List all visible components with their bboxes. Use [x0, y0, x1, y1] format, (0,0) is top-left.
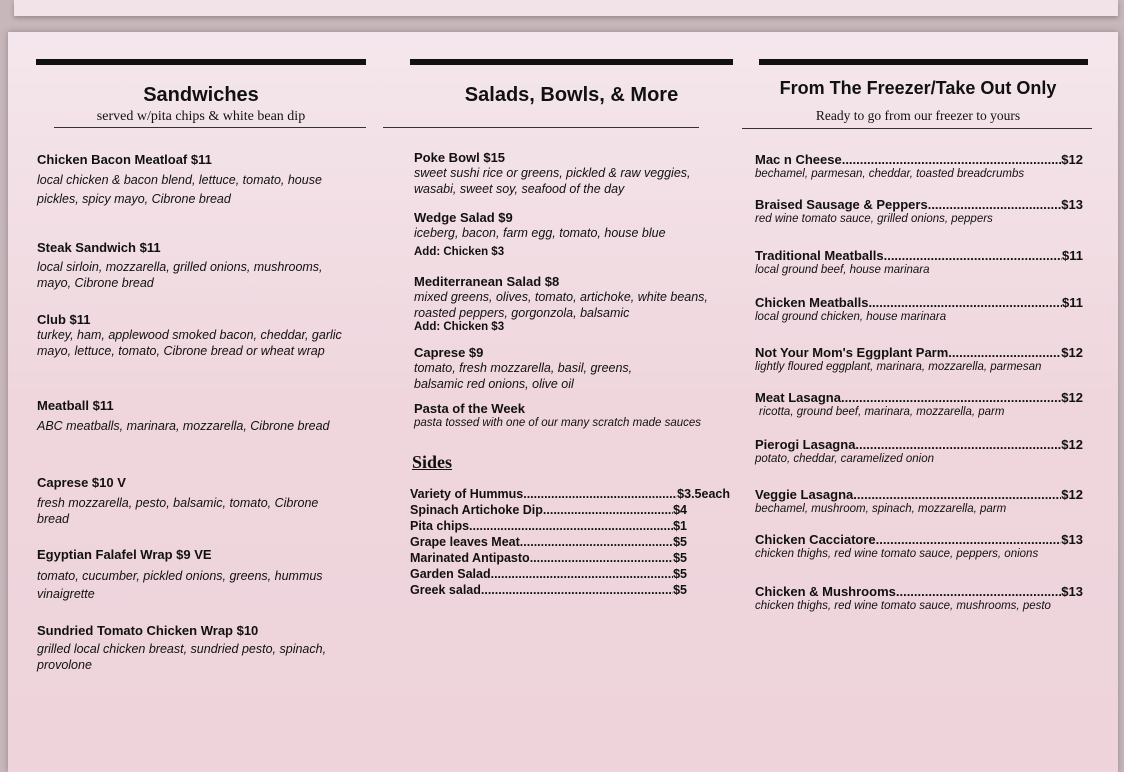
freezer-name: Chicken Cacciatore — [755, 532, 876, 547]
sandwich-name: Caprese $10 V — [37, 475, 126, 490]
freezer-desc: local ground beef, house marinara — [755, 264, 930, 276]
sandwich-name: Club $11 — [37, 312, 91, 327]
salads-header-bar — [410, 59, 733, 65]
freezer-desc: ricotta, ground beef, marinara, mozzarella, parm — [759, 406, 1005, 418]
side-price: $5 — [673, 551, 687, 565]
freezer-underline — [742, 128, 1092, 129]
freezer-price: $13 — [1061, 584, 1083, 599]
side-name: Garden Salad — [410, 567, 491, 581]
menu-page — [8, 32, 1118, 772]
freezer-desc: chicken thighs, red wine tomato sauce, mushrooms, pesto — [755, 600, 1051, 612]
leader-dots — [896, 584, 1061, 599]
salad-desc: sweet sushi rice or greens, pickled & raw veggies, wasabi, sweet soy, seafood of the day — [414, 166, 691, 196]
leader-dots — [842, 152, 1062, 167]
side-row — [410, 534, 687, 550]
freezer-name: Traditional Meatballs — [755, 248, 884, 263]
side-name: Greek salad — [410, 583, 481, 597]
freezer-item — [755, 390, 1083, 419]
freezer-desc: chicken thighs, red wine tomato sauce, peppers, onions — [755, 548, 1039, 560]
sandwich-desc: fresh mozzarella, pesto, balsamic, tomato, Cibrone bread — [37, 496, 319, 526]
salad-name: Mediterranean Salad $8 — [414, 274, 560, 289]
leader-dots — [491, 566, 674, 582]
salad-addon: Add: Chicken $3 — [414, 246, 505, 258]
side-row — [410, 550, 687, 566]
freezer-item — [755, 437, 1083, 466]
salad-item — [414, 210, 732, 258]
sandwich-desc: ABC meatballs, marinara, mozzarella, Cibrone bread — [37, 419, 330, 433]
side-row — [410, 518, 687, 534]
sandwich-item — [37, 312, 355, 359]
side-price: $5 — [673, 535, 687, 549]
leader-dots — [853, 487, 1061, 502]
freezer-title: From The Freezer/Take Out Only — [779, 78, 1057, 98]
freezer-price: $11 — [1062, 248, 1083, 263]
salads-title: Salads, Bowls, & More — [464, 84, 679, 106]
freezer-name: Chicken & Mushrooms — [755, 584, 896, 599]
side-row — [410, 486, 730, 502]
previous-page-edge — [14, 0, 1118, 16]
freezer-name: Pierogi Lasagna — [755, 437, 856, 452]
leader-dots — [523, 486, 677, 502]
salads-underline — [383, 127, 699, 128]
freezer-desc: potato, cheddar, caramelized onion — [755, 453, 935, 465]
leader-dots — [928, 197, 1062, 212]
freezer-name: Veggie Lasagna — [755, 487, 854, 502]
sandwiches-subtitle: served w/pita chips & white bean dip — [96, 109, 306, 124]
salad-addon: Add: Chicken $3 — [414, 321, 505, 333]
salad-item — [414, 274, 714, 333]
freezer-price: $12 — [1061, 437, 1083, 452]
sandwich-name: Egyptian Falafel Wrap $9 VE — [37, 547, 212, 562]
freezer-desc: lightly floured eggplant, marinara, mozzarella, parmesan — [755, 361, 1042, 373]
freezer-item — [755, 295, 1083, 324]
sides-title: Sides — [412, 452, 453, 472]
sandwich-item — [37, 623, 327, 673]
leader-dots — [481, 582, 673, 598]
freezer-price: $12 — [1061, 390, 1083, 405]
freezer-name: Chicken Meatballs — [755, 295, 869, 310]
freezer-desc: bechamel, parmesan, cheddar, toasted breadcrumbs — [755, 168, 1025, 180]
freezer-price: $11 — [1062, 295, 1083, 310]
freezer-price: $12 — [1061, 487, 1083, 502]
side-row — [410, 582, 687, 598]
freezer-item — [755, 248, 1083, 277]
freezer-subtitle: Ready to go from our freezer to yours — [815, 108, 1021, 123]
sandwich-desc: local chicken & bacon blend, lettuce, tomato, house pickles, spicy mayo, Cibrone bread — [37, 173, 322, 206]
freezer-item — [755, 152, 1083, 181]
freezer-price: $12 — [1061, 152, 1083, 167]
sandwich-item — [37, 152, 327, 209]
side-row — [410, 566, 687, 582]
sandwich-desc: local sirloin, mozzarella, grilled onions, mushrooms, mayo, Cibrone bread — [37, 260, 323, 290]
sandwich-desc: turkey, ham, applewood smoked bacon, cheddar, garlic mayo, lettuce, tomato, Cibrone bread or wheat wrap — [37, 328, 342, 358]
freezer-name: Mac n Cheese — [755, 152, 842, 167]
freezer-name: Braised Sausage & Peppers — [755, 197, 928, 212]
freezer-item — [755, 197, 1083, 226]
sandwich-desc: tomato, cucumber, pickled onions, greens, hummus vinaigrette — [37, 569, 323, 601]
sandwich-item — [37, 240, 327, 291]
freezer-price: $13 — [1061, 197, 1083, 212]
salad-name: Caprese $9 — [414, 345, 484, 360]
freezer-header-bar — [759, 59, 1088, 65]
leader-dots — [543, 502, 673, 518]
sandwich-item — [37, 547, 327, 603]
freezer-name: Not Your Mom's Eggplant Parm — [755, 345, 949, 360]
sandwich-name: Steak Sandwich $11 — [37, 240, 161, 255]
leader-dots — [884, 248, 1062, 263]
side-name: Marinated Antipasto — [410, 551, 530, 565]
leader-dots — [520, 534, 673, 550]
sandwich-desc: grilled local chicken breast, sundried pesto, spinach, provolone — [37, 642, 327, 672]
side-price: $3.5each — [677, 487, 730, 501]
freezer-price: $13 — [1061, 532, 1083, 547]
salad-item — [414, 150, 732, 197]
leader-dots — [469, 518, 673, 534]
side-name: Pita chips — [410, 519, 470, 533]
freezer-desc: red wine tomato sauce, grilled onions, peppers — [755, 213, 993, 225]
sandwiches-underline — [54, 127, 366, 128]
salad-desc: tomato, fresh mozzarella, basil, greens, balsamic red onions, olive oil — [414, 361, 633, 391]
salad-desc: mixed greens, olives, tomato, artichoke, white beans, roasted peppers, gorgonzola, balsamic — [414, 290, 708, 320]
side-price: $5 — [673, 567, 687, 581]
side-name: Variety of Hummus — [410, 487, 524, 501]
freezer-item — [755, 487, 1083, 516]
freezer-item — [755, 532, 1083, 561]
salad-name: Wedge Salad $9 — [414, 210, 513, 225]
side-name: Spinach Artichoke Dip — [410, 503, 543, 517]
freezer-desc: local ground chicken, house marinara — [755, 311, 947, 323]
leader-dots — [948, 345, 1061, 360]
freezer-price: $12 — [1061, 345, 1083, 360]
salad-name: Poke Bowl $15 — [414, 150, 506, 165]
freezer-item — [755, 345, 1083, 374]
leader-dots — [868, 295, 1062, 310]
side-name: Grape leaves Meat — [410, 535, 520, 549]
sandwich-name: Chicken Bacon Meatloaf $11 — [37, 152, 212, 167]
sandwiches-title: Sandwiches — [143, 84, 259, 106]
leader-dots — [876, 532, 1062, 547]
salad-name: Pasta of the Week — [414, 401, 526, 416]
salad-desc: pasta tossed with one of our many scratch made sauces — [414, 417, 702, 429]
leader-dots — [530, 550, 673, 566]
side-row — [410, 502, 687, 518]
leader-dots — [841, 390, 1061, 405]
freezer-item — [755, 584, 1083, 613]
salad-item — [414, 345, 684, 392]
sandwich-item — [37, 475, 327, 527]
side-price: $4 — [673, 503, 687, 517]
side-price: $1 — [673, 519, 687, 533]
leader-dots — [855, 437, 1061, 452]
sandwiches-header-bar — [36, 59, 366, 65]
side-price: $5 — [673, 583, 687, 597]
salad-item — [414, 401, 704, 430]
salad-desc: iceberg, bacon, farm egg, tomato, house blue — [414, 226, 666, 240]
sandwich-name: Meatball $11 — [37, 398, 114, 413]
freezer-name: Meat Lasagna — [755, 390, 841, 405]
sandwich-item — [37, 398, 337, 434]
sandwich-name: Sundried Tomato Chicken Wrap $10 — [37, 623, 259, 638]
freezer-desc: bechamel, mushroom, spinach, mozzarella, parm — [755, 503, 1007, 515]
